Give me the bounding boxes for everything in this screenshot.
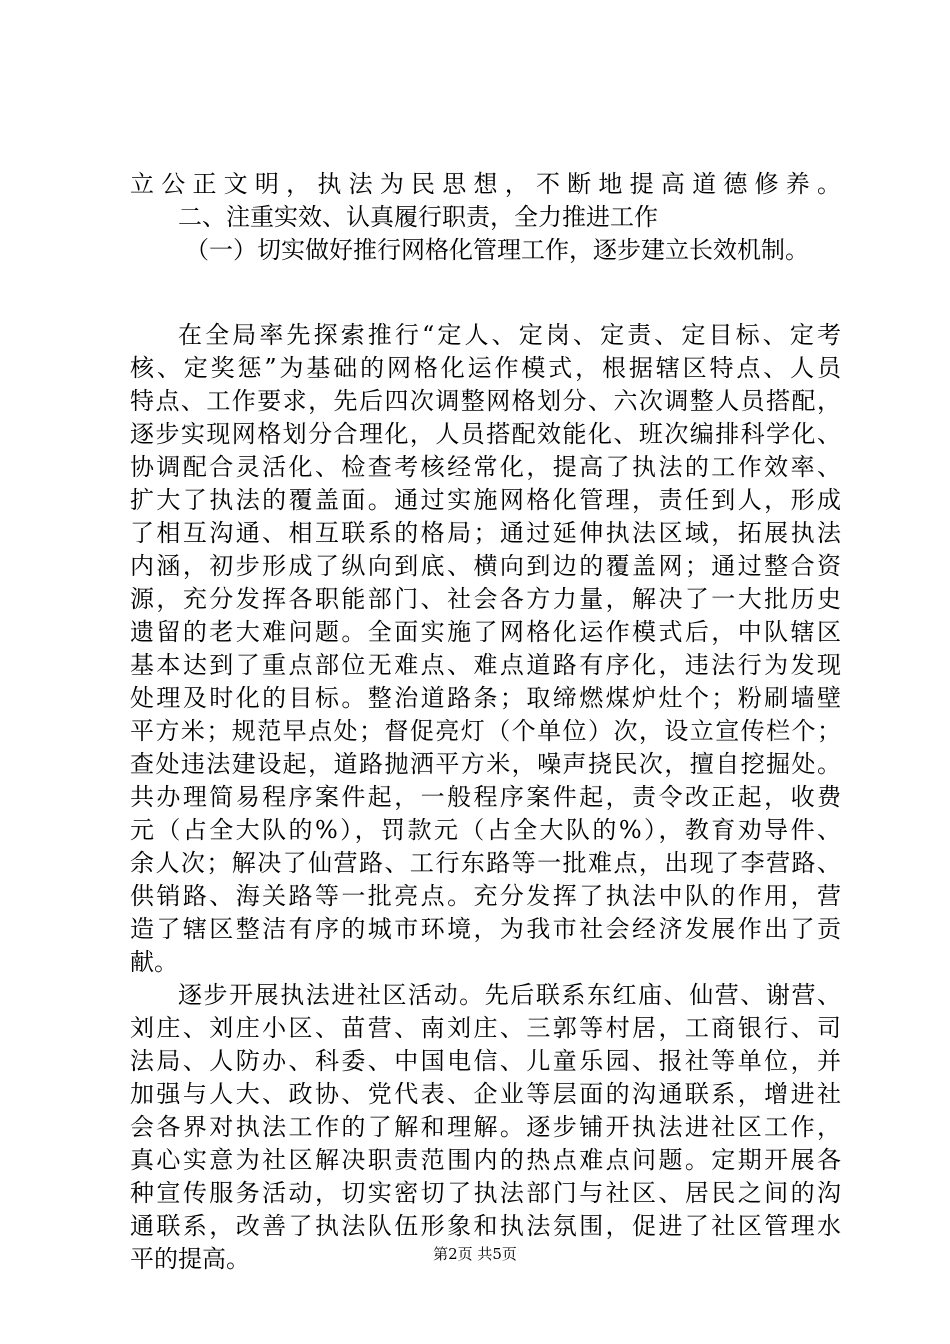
body-text-line: 平方米；规范早点处；督促亮灯（个单位）次，设立宣传栏个； [130, 717, 843, 745]
body-text-line: 内涵，初步形成了纵向到底、横向到边的覆盖网；通过整合资 [130, 552, 844, 580]
body-text-line: 核、定奖惩”为基础的网格化运作模式，根据辖区特点、人员 [130, 354, 844, 382]
body-text-line: 逐步实现网格划分合理化，人员搭配效能化、班次编排科学化、 [130, 420, 843, 448]
body-text-line: 在全局率先探索推行“定人、定岗、定责、定目标、定考 [178, 321, 845, 349]
text-line: 立公正文明，执法为民思想，不断地提高道德修养。 [130, 170, 849, 198]
body-paragraphs [130, 319, 850, 1276]
body-text-line: 协调配合灵活化、检查考核经常化，提高了执法的工作效率、 [130, 453, 844, 481]
body-text-line: 查处违法建设起，道路抛洒平方米，噪声挠民次，擅自挖掘处。 [130, 750, 843, 778]
body-text-line: 余人次；解决了仙营路、工行东路等一批难点，出现了李营路、 [130, 849, 843, 877]
page-number-footer: 第2页 共5页 [433, 1245, 517, 1263]
body-text-line: 法局、人防办、科委、中国电信、儿童乐园、报社等单位，并 [130, 1047, 844, 1075]
body-text-line: 造了辖区整洁有序的城市环境，为我市社会经济发展作出了贡 [130, 915, 844, 943]
body-text-line: 元（占全大队的%），罚款元（占全大队的%），教育劝导件、 [130, 816, 844, 844]
body-text-line: 扩大了执法的覆盖面。通过实施网格化管理，责任到人，形成 [130, 486, 844, 514]
body-text-line: 特点、工作要求，先后四次调整网格划分、六次调整人员搭配， [130, 387, 843, 415]
body-text-line: 供销路、海关路等一批亮点。充分发挥了执法中队的作用，营 [130, 882, 844, 910]
body-text-line: 共办理简易程序案件起，一般程序案件起，责令改正起，收费 [130, 783, 844, 811]
section-heading: 二、注重实效、认真履行职责，全力推进工作 [178, 203, 658, 231]
body-text-line: 处理及时化的目标。整治道路条；取缔燃煤炉灶个；粉刷墙壁 [130, 684, 844, 712]
paragraph-gap [130, 267, 850, 319]
body-text-line: 基本达到了重点部位无难点、难点道路有序化，违法行为发现 [130, 651, 844, 679]
body-text-line: 种宣传服务活动，切实密切了执法部门与社区、居民之间的沟 [130, 1179, 844, 1207]
document-body [130, 168, 850, 1276]
body-text-line: 了相互沟通、相互联系的格局；通过延伸执法区域，拓展执法 [130, 519, 844, 547]
body-text-line: 刘庄、刘庄小区、苗营、南刘庄、三郭等村居，工商银行、司 [130, 1014, 844, 1042]
body-text-line: 遗留的老大难问题。全面实施了网格化运作模式后，中队辖区 [130, 618, 844, 646]
body-text-line: 源，充分发挥各职能部门、社会各方力量，解决了一大批历史 [130, 585, 844, 613]
body-text-line: 献。 [130, 948, 178, 976]
body-text-line: 会各界对执法工作的了解和理解。逐步铺开执法进社区工作， [130, 1113, 844, 1141]
body-text-line: 逐步开展执法进社区活动。先后联系东红庙、仙营、谢营、 [178, 981, 843, 1009]
body-text-line: 真心实意为社区解决职责范围内的热点难点问题。定期开展各 [130, 1146, 844, 1174]
body-text-line: 加强与人大、政协、党代表、企业等层面的沟通联系，增进社 [130, 1080, 844, 1108]
subsection-heading: （一）切实做好推行网格化管理工作，逐步建立长效机制。 [185, 236, 809, 264]
body-text-line: 平的提高。 [130, 1245, 250, 1273]
body-text-line: 通联系，改善了执法队伍形象和执法氛围，促进了社区管理水 [130, 1212, 844, 1240]
